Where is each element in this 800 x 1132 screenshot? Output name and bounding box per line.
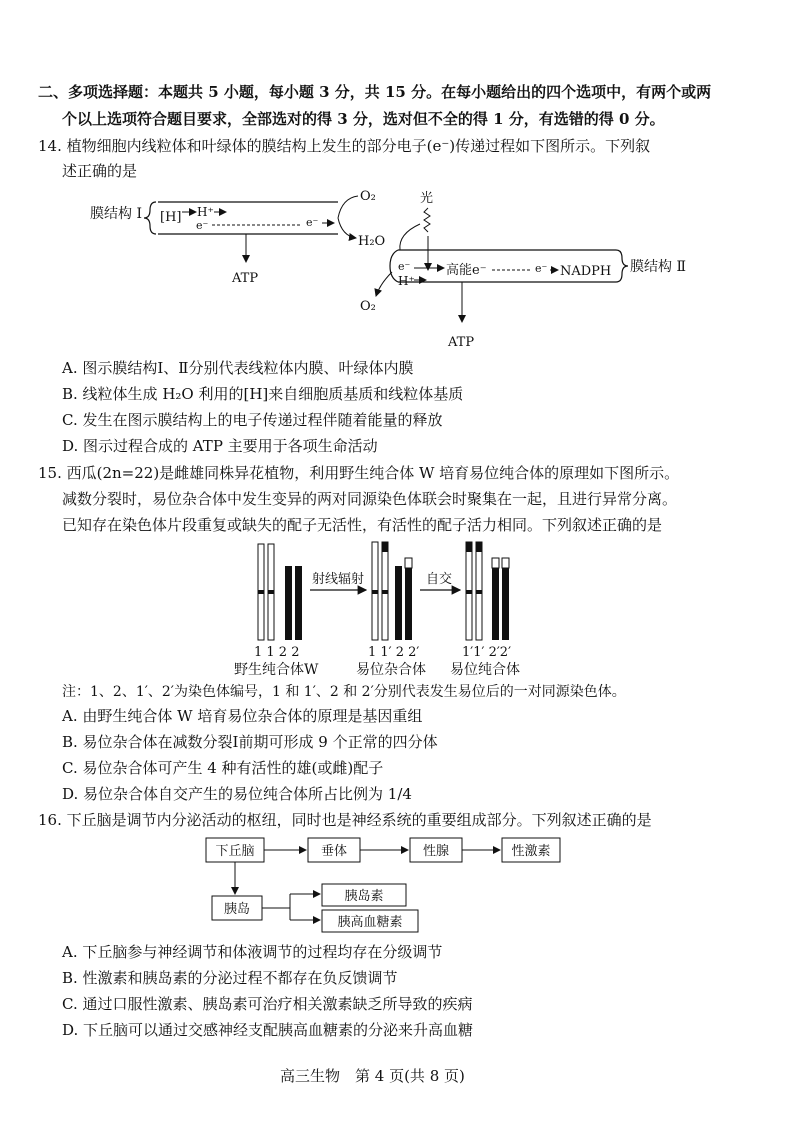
membrane-1-hplus: H⁺: [197, 205, 214, 219]
q16-option-c: C. 通过口服性激素、胰岛素可治疗相关激素缺乏所导致的疾病: [62, 995, 473, 1013]
group3-numbers: 1′1′ 2′2′: [462, 645, 512, 660]
group1-name: 野生纯合体W: [234, 662, 319, 678]
high-energy-e: 高能e⁻: [446, 263, 487, 278]
chromosome-group-wild: [258, 544, 302, 640]
light-label: 光: [420, 191, 434, 206]
membrane-1-e1: e⁻: [196, 219, 209, 232]
h2o-label: H₂O: [358, 234, 386, 249]
o2-top-label: O₂: [360, 189, 376, 204]
q15-option-b: B. 易位杂合体在减数分裂Ⅰ前期可形成 9 个正常的四分体: [62, 733, 438, 751]
page-footer: 高三生物 第 4 页(共 8 页): [280, 1067, 465, 1085]
box-pancreas-text: 胰岛: [223, 902, 251, 917]
nadph-label: NADPH: [560, 264, 612, 279]
section-header-line1: 二、多项选择题：本题共 5 小题，每小题 3 分，共 15 分。在每小题给出的四个选项中，有两个或两: [38, 83, 712, 101]
q14-electron-transport-diagram: [80, 188, 700, 350]
q16-hypothalamus-flowchart: [200, 834, 580, 934]
arrow-label-radiation: 射线辐射: [312, 572, 365, 587]
q14-stem-line1: 14. 植物细胞内线粒体和叶绿体的膜结构上发生的部分电子(e⁻)传递过程如下图所示。下列叙: [38, 137, 651, 155]
arrow-label-selfing: 自交: [426, 572, 453, 587]
section-header-line2: 个以上选项符合题目要求，全部选对的得 3 分，选对但不全的得 1 分，有选错的得 0 分。: [62, 110, 665, 128]
q15-chromosome-diagram: [230, 538, 550, 678]
box-glucagon-text: 胰高血糖素: [337, 915, 403, 930]
membrane-2-e2: e⁻: [535, 262, 548, 275]
box-insulin-text: 胰岛素: [344, 889, 384, 904]
q15-stem-line2: 减数分裂时，易位杂合体中发生变异的两对同源染色体联会时聚集在一起，且进行异常分离。: [62, 490, 678, 508]
q16-option-b: B. 性激素和胰岛素的分泌过程不都存在负反馈调节: [62, 969, 398, 987]
q15-note: 注：1、2、1′、2′为染色体编号，1 和 1′、2 和 2′分别代表发生易位后的一对同源染色体。: [62, 684, 626, 700]
q15-stem-line3: 已知存在染色体片段重复或缺失的配子无活性，有活性的配子活力相同。下列叙述正确的是: [62, 516, 663, 534]
membrane-1-e2: e⁻: [306, 216, 319, 229]
box-hypothalamus-text: 下丘脑: [215, 844, 255, 859]
group3-name: 易位纯合体: [450, 662, 520, 678]
group2-name: 易位杂合体: [356, 662, 426, 678]
q15-option-c: C. 易位杂合体可产生 4 种有活性的雄(或雌)配子: [62, 759, 384, 777]
q14-option-b: B. 线粒体生成 H₂O 利用的[H]来自细胞质基质和线粒体基质: [62, 385, 464, 403]
chromosome-group-hetero: [372, 542, 412, 640]
q14-option-d: D. 图示过程合成的 ATP 主要用于各项生命活动: [62, 437, 378, 455]
q15-option-d: D. 易位杂合体自交产生的易位纯合体所占比例为 1/4: [62, 785, 412, 803]
membrane-2-e1: e⁻: [398, 260, 411, 273]
membrane-2-label: 膜结构 Ⅱ: [630, 259, 686, 275]
atp-bottom-label: ATP: [448, 335, 475, 350]
membrane-1-h: [H]: [160, 210, 182, 225]
q15-option-a: A. 由野生纯合体 W 培育易位杂合体的原理是基因重组: [62, 707, 423, 725]
q14-stem-line2: 述正确的是: [62, 162, 138, 180]
q15-stem-line1: 15. 西瓜(2n=22)是雌雄同株异花植物，利用野生纯合体 W 培育易位纯合体的原理如下图所示。: [38, 464, 680, 482]
q14-option-a: A. 图示膜结构Ⅰ、Ⅱ分别代表线粒体内膜、叶绿体内膜: [62, 359, 414, 377]
group1-numbers: 1 1 2 2: [254, 645, 300, 660]
box-gonad-text: 性腺: [422, 844, 450, 859]
q14-option-c: C. 发生在图示膜结构上的电子传递过程伴随着能量的释放: [62, 411, 443, 429]
q16-option-a: A. 下丘脑参与神经调节和体液调节的过程均存在分级调节: [62, 943, 443, 961]
box-pituitary-text: 垂体: [320, 844, 348, 859]
chromosome-group-homo: [466, 542, 509, 640]
atp-left-label: ATP: [232, 271, 259, 286]
box-sex-hormone-text: 性激素: [511, 844, 551, 859]
o2-bottom-label: O₂: [360, 299, 376, 314]
q16-stem-line1: 16. 下丘脑是调节内分泌活动的枢纽，同时也是神经系统的重要组成部分。下列叙述正确的是: [38, 811, 652, 829]
q16-option-d: D. 下丘脑可以通过交感神经支配胰高血糖素的分泌来升高血糖: [62, 1021, 474, 1039]
group2-numbers: 1 1′ 2 2′: [368, 645, 420, 660]
membrane-2-hplus: H⁺: [398, 274, 415, 288]
membrane-1-label: 膜结构 Ⅰ: [90, 206, 142, 222]
